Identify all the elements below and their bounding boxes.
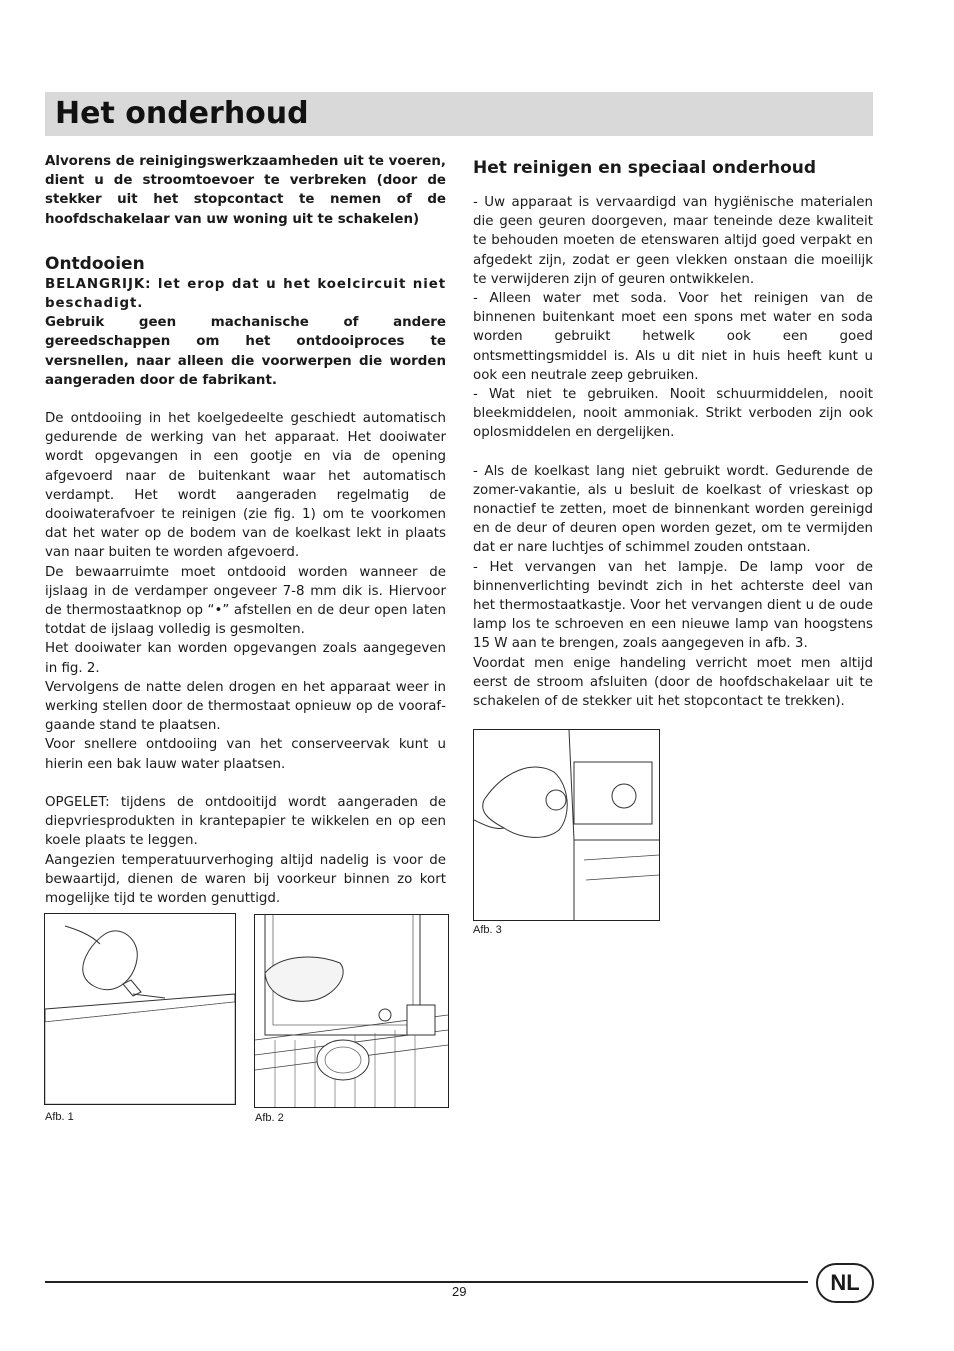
language-badge: NL (816, 1263, 874, 1303)
storage-paragraph: Aangezien temperatuurverhoging altijd nadelig is voor de bewaartijd, dienen de waren bij voorkeur binnen zo kort mogelijke tijd te worden genuttigd. (45, 852, 446, 906)
title-bar (45, 92, 873, 136)
defrost-heading: Ontdooien (45, 253, 145, 274)
figure-3-caption: Afb. 3 (473, 924, 502, 936)
cleaning-paragraph-6: Voordat men enige handeling verricht moet men altijd eerst de stroom afsluiten (door de hoofdschakelaar uit te schakelen of de stekker uit het stopcontact te trekken). (473, 655, 873, 710)
page-number: 29 (452, 1284, 467, 1299)
figure-1-illustration (44, 913, 236, 1105)
figure-3-illustration (473, 729, 660, 921)
tools-warning: Gebruik geen machanische of andere gereedschappen om het ontdooiproces te versnellen, naar alleen die voorwerpen die worden aangeraden door de fabrikant. (45, 315, 446, 388)
cleaning-paragraph-2: - Alleen water met soda. Voor het reinigen van de binnenen buitenkant moet een spons met water en soda worden gebruikt hetwelk ook een goed ontsmettingsmiddel is. Als u dit niet in huis heeft kunt u ook een neutrale zeep gebruiken. (473, 291, 873, 383)
intro-warning: Alvorens de reinigingswerkzaamheden uit te voeren, dient u de stroomtoevoer te verbreken (door de stekker uit het stopcontact te nemen of de hoofdschakelaar van uw woning uit te schakelen) (45, 154, 446, 227)
footer-rule (45, 1281, 808, 1283)
cleaning-heading: Het reinigen en speciaal onderhoud (473, 158, 817, 178)
left-column (45, 152, 446, 908)
cleaning-paragraph-1: - Uw apparaat is vervaardigd van hygiënische materialen die geen geuren doorgeven, maar teneinde deze kwaliteit te behouden moeten de etenswaren altijd goed verpakt en afgedekt zijn, zodat er geen vlekken onstaan die moeilijk te verwijderen zijn of geuren ontwikkelen. (473, 195, 873, 287)
cleaning-paragraph-4: - Als de koelkast lang niet gebruikt wordt. Gedurende de zomer-vakantie, als u besluit de koelkast of vrieskast op nonactief te zetten, moet de binnenkant worden gereinigd en de deur of deuren open worden gezet, om te vermijden dat er nare luchtjes of schimmel zouden ontstaan. (473, 463, 873, 556)
defrost-paragraph-3: Het dooiwater kan worden opgevangen zoals aangegeven in fig. 2. (45, 641, 446, 676)
important-note: BELANGRIJK: let erop dat u het koelcircuit niet beschadigt. (45, 276, 446, 312)
figure-2-caption: Afb. 2 (255, 1112, 284, 1124)
cleaning-paragraph-5: - Het vervangen van het lampje. De lamp voor de binnenverlichting bevindt zich in het achterste deel van het thermostaatkastje. Voor het vervangen dient u de oude lamp los te schroeven en een nieuwe lamp van hoogstens 15 W aan te brengen, zoals aangegeven in afb. 3. (473, 559, 873, 652)
defrost-paragraph-4: Vervolgens de natte delen drogen en het apparaat weer in werking stellen door de thermostaat opnieuw op de voorafgaande stand te plaatsen. (45, 679, 446, 734)
defrost-paragraph-2: De bewaarruimte moet ontdooid worden wanneer de ijslaag in de verdamper ongeveer 7-8 mm dik is. Hiervoor de thermostaatknop op “•” afstellen en de deur open laten totdat de ijslaag volledig is gesmolten. (45, 564, 446, 638)
right-column (473, 157, 873, 711)
cleaning-paragraph-3: - Wat niet te gebruiken. Nooit schuurmiddelen, nooit bleekmiddelen, nooit ammoniak. Strikt verboden zijn ook oplosmiddelen en dergelijken. (473, 387, 873, 441)
figure-1-caption: Afb. 1 (45, 1111, 74, 1123)
defrost-paragraph-1: De ontdooiing in het koelgedeelte geschiedt automatisch gedurende de werking van het apparaat. Het dooiwater wordt opgevangen in een gootje en via de opening afgevoerd naar de buitenkant waar het automatisch verdampt. Het wordt aangeraden regelmatig de dooiwaterafvoer te reinigen (zie fig. 1) om te voorkomen dat het water op de bodem van de koelkast lekt in plaats van naar buiten te worden afgevoerd. (45, 411, 446, 561)
caution-paragraph: OPGELET: tijdens de ontdooitijd wordt aangeraden de diepvriesprodukten in krantepapier te wikkelen en op een koele plaats te leggen. (45, 794, 446, 849)
defrost-paragraph-5: Voor snellere ontdooiing van het conserveervak kunt u hierin een bak lauw water plaatsen. (45, 737, 446, 772)
page-title: Het onderhoud (55, 96, 309, 131)
figure-2-illustration (254, 914, 449, 1108)
